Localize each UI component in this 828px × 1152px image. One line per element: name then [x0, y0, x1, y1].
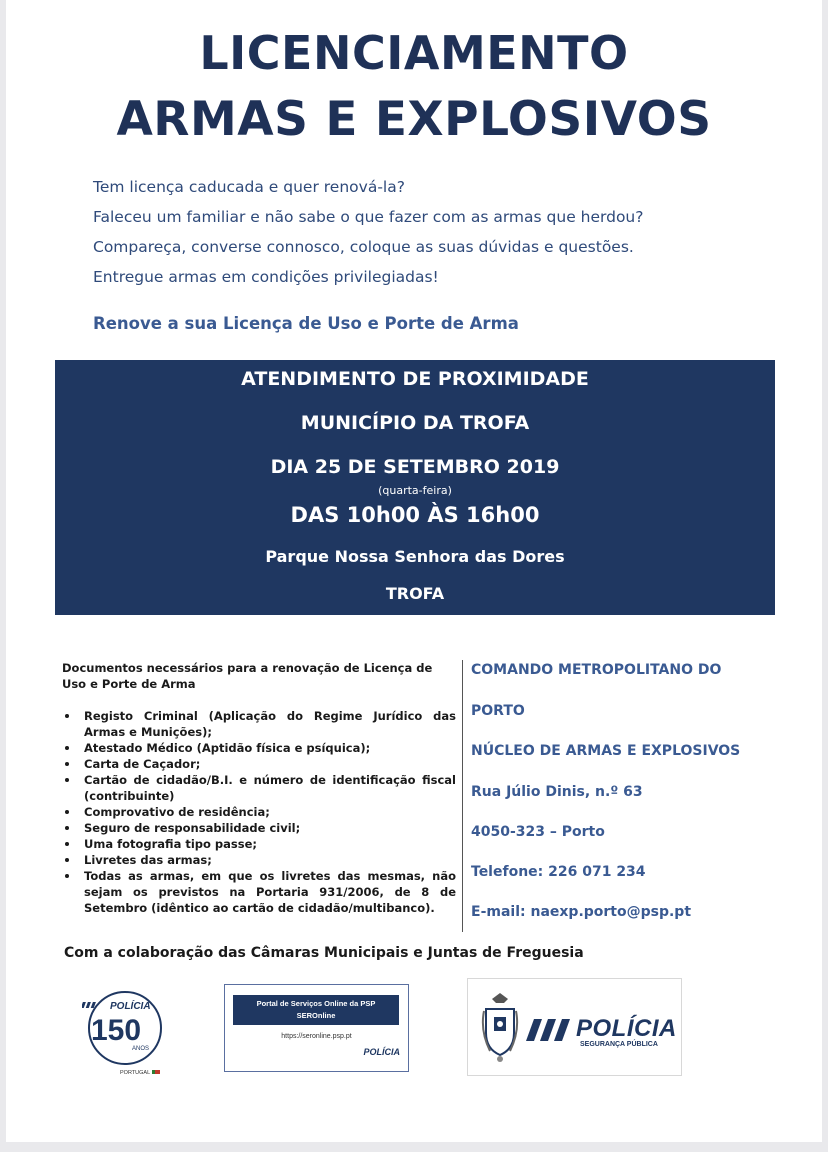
banner-weekday: (quarta-feira)	[378, 484, 452, 497]
contact-city: PORTO	[471, 703, 525, 719]
renove-headline: Renove a sua Licença de Uso e Porte de Arma	[93, 314, 519, 333]
list-item: Livretes das armas;	[84, 852, 456, 868]
intro-line-3: Compareça, converse connosco, coloque as suas dúvidas e questões.	[93, 238, 634, 256]
anniv-number: 150	[91, 1014, 142, 1047]
list-item: Comprovativo de residência;	[84, 804, 456, 820]
psp-brand: POLÍCIA	[576, 1015, 677, 1042]
banner-municipality: MUNICÍPIO DA TROFA	[300, 412, 530, 434]
psp-150-anos-logo	[82, 988, 172, 1078]
list-item: Seguro de responsabilidade civil;	[84, 820, 456, 836]
column-divider	[462, 660, 463, 932]
list-item: Cartão de cidadão/B.I. e número de identificação fiscal (contribuinte)	[84, 773, 456, 803]
portal-banner	[233, 995, 399, 1025]
list-item: Uma fotografia tipo passe;	[84, 836, 456, 852]
psp-crest-icon	[480, 991, 520, 1063]
list-item: Carta de Caçador;	[84, 756, 456, 772]
contact-address: Rua Júlio Dinis, n.º 63	[471, 784, 643, 800]
title-line-1: LICENCIAMENTO	[199, 26, 629, 80]
portal-brand: POLÍCIA	[363, 1047, 400, 1057]
intro-line-1: Tem licença caducada e quer renová-la?	[93, 178, 405, 196]
banner-hours: DAS 10h00 ÀS 16h00	[290, 503, 540, 527]
anniv-brand: POLÍCIA	[110, 1001, 151, 1012]
psp-logo	[467, 978, 682, 1076]
list-item: Todas as armas, em que os livretes das mesmas, não sejam os previstos na Portaria 931/2006, de 8 de Setembro (idêntico ao cartão de cidadão/multibanco).	[84, 869, 456, 915]
event-banner	[55, 360, 775, 615]
collaboration-note: Com a colaboração das Câmaras Municipais e Juntas de Freguesia	[64, 945, 584, 961]
banner-date: DIA 25 DE SETEMBRO 2019	[270, 456, 560, 478]
banner-service: ATENDIMENTO DE PROXIMIDADE	[241, 368, 589, 390]
banner-city: TROFA	[385, 584, 445, 603]
seronline-portal-logo[interactable]	[224, 984, 409, 1072]
anniv-word: ANOS	[132, 1046, 150, 1052]
list-item: Registo Criminal (Aplicação do Regime Jurídico das Armas e Munições);	[84, 709, 456, 739]
title-line-2: ARMAS E EXPLOSIVOS	[116, 92, 712, 147]
portal-url: https://seronline.psp.pt	[281, 1033, 352, 1040]
contact-email[interactable]: E-mail: naexp.porto@psp.pt	[471, 904, 692, 920]
psp-subtitle: SEGURANÇA PÚBLICA	[580, 1041, 658, 1048]
contact-command: COMANDO METROPOLITANO DO	[471, 662, 722, 678]
intro-line-4: Entregue armas em condições privilegiadas!	[93, 268, 439, 286]
contact-unit: NÚCLEO DE ARMAS E EXPLOSIVOS	[471, 743, 741, 759]
documents-section	[62, 660, 456, 916]
documents-list	[62, 708, 456, 916]
intro-line-2: Faleceu um familiar e não sabe o que fazer com as armas que herdou?	[93, 208, 644, 226]
list-item: Atestado Médico (Aptidão física e psíquica);	[84, 740, 456, 756]
banner-place: Parque Nossa Senhora das Dores	[265, 547, 565, 566]
documents-heading: Documentos necessários para a renovação de Licença de Uso e Porte de Arma	[62, 661, 433, 691]
psp-stripes-icon	[526, 1019, 574, 1041]
portal-title: Portal de Serviços Online da PSP	[256, 999, 376, 1008]
contact-postal: 4050-323 – Porto	[471, 824, 605, 840]
anniv-country: PORTUGAL	[120, 1070, 151, 1076]
portal-subtitle: SEROnline	[296, 1011, 336, 1020]
contact-phone: Telefone: 226 071 234	[471, 864, 646, 880]
